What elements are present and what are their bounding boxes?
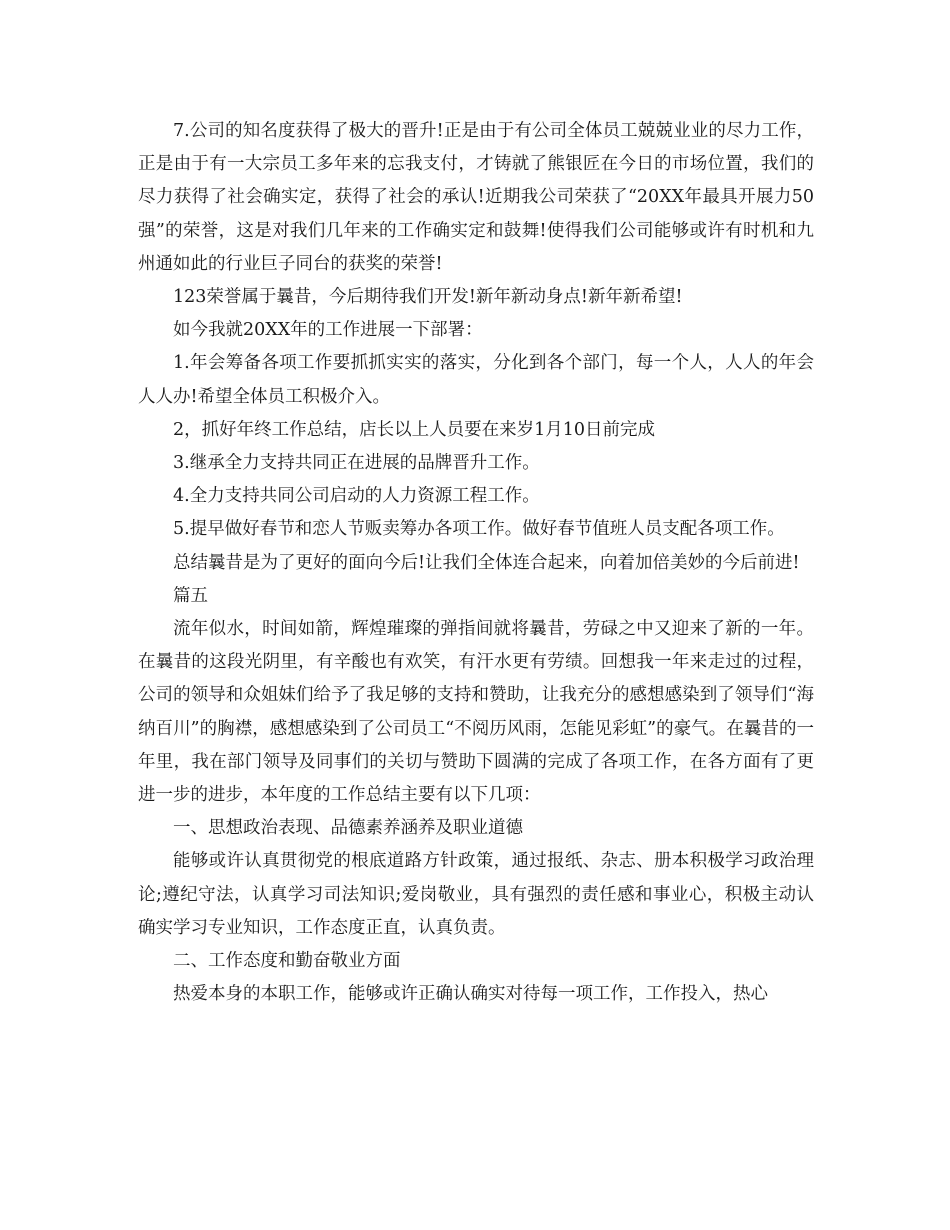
paragraph-5: 2，抓好年终工作总结，店长以上人员要在来岁1月10日前完成 bbox=[173, 419, 656, 440]
paragraph-10: 流年似水，时间如箭，辉煌璀璨的弹指间就将曩昔，劳碌之中又迎来了新的一年。在曩昔的这段光阴里，有辛酸也有欢笑，有汗水更有劳绩。回想我一年来走过的过程，公司的领导和众姐妹们给予了我足够的支持和赞助，让我充分的感想感染到了领导们“海纳百川”的胸襟，感想感染到了公司员工“不阅历风雨，怎能见彩虹”的豪气。在曩昔的一年里，我在部门领导及同事们的关切与赞助下圆满的完成了各项工作，在各方面有了更进一步的进步，本年度的工作总结主要有以下几项： bbox=[138, 619, 814, 806]
paragraph-6: 3.继承全力支持共同正在进展的品牌晋升工作。 bbox=[173, 453, 540, 474]
paragraph-11: 能够或许认真贯彻党的根底道路方针政策，通过报纸、杂志、册本积极学习政治理论;遵纪守法，认真学习司法知识;爱岗敬业，具有强烈的责任感和事业心，积极主动认确实学习专业知识，工作态度正直，认真负责。 bbox=[138, 851, 814, 938]
document-body bbox=[138, 115, 814, 1011]
paragraph-7: 4.全力支持共同公司启动的人力资源工程工作。 bbox=[173, 486, 540, 507]
subheading-1: 一、思想政治表现、品德素养涵养及职业道德 bbox=[173, 818, 523, 839]
paragraph-2: 123荣誉属于曩昔，今后期待我们开发!新年新动身点!新年新希望! bbox=[173, 287, 683, 308]
paragraph-12: 热爱本身的本职工作，能够或许正确认确实对待每一项工作，工作投入，热心 bbox=[173, 984, 768, 1005]
paragraph-3: 如今我就20XX年的工作进展一下部署： bbox=[173, 320, 483, 341]
paragraph-1: 7.公司的知名度获得了极大的晋升!正是由于有公司全体员工兢兢业业的尽力工作，正是由于有一大宗员工多年来的忘我支付，才铸就了熊银匠在今日的市场位置，我们的尽力获得了社会确实定，获得了社会的承认!近期我公司荣获了“20XX年最具开展力50强”的荣誉，这是对我们几年来的工作确实定和鼓舞!使得我们公司能够或许有时机和九州通如此的行业巨子同台的获奖的荣誉! bbox=[138, 121, 814, 274]
paragraph-8: 5.提早做好春节和恋人节贩卖筹办各项工作。做好春节值班人员支配各项工作。 bbox=[173, 519, 785, 540]
paragraph-9: 总结曩昔是为了更好的面向今后!让我们全体连合起来，向着加倍美妙的今后前进! bbox=[173, 552, 800, 573]
subheading-2: 二、工作态度和勤奋敬业方面 bbox=[173, 951, 401, 972]
paragraph-4: 1.年会筹备各项工作要抓抓实实的落实，分化到各个部门，每一个人，人人的年会人人办!希望全体员工积极介入。 bbox=[138, 353, 814, 407]
section-heading-5: 篇五 bbox=[173, 585, 208, 606]
